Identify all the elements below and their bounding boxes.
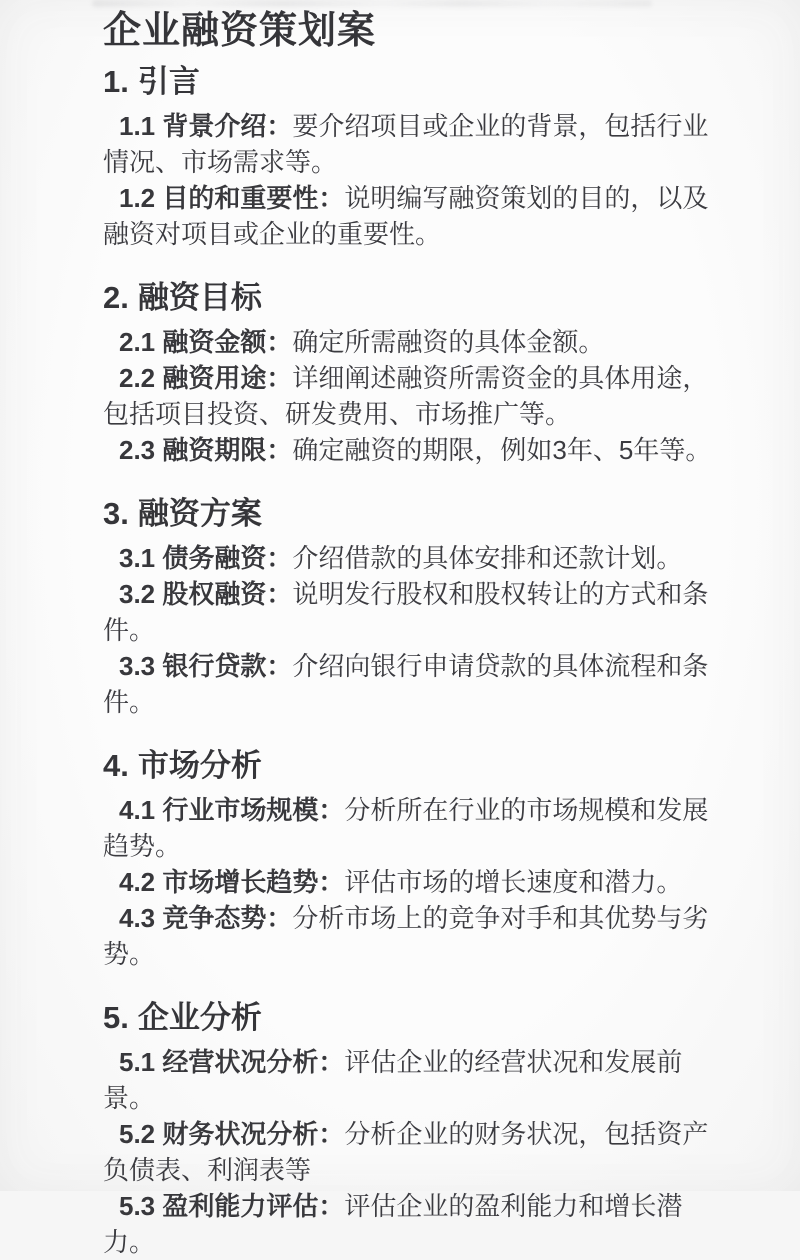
section-2-item-3 (103, 432, 734, 468)
section-3-number: 3. (103, 496, 129, 531)
item-description: 分析所在行业的市场规模和发展趋势。 (103, 795, 709, 861)
photo-artifact-top (92, 0, 652, 7)
item-description: 说明编写融资策划的目的，以及融资对项目或企业的重要性。 (103, 183, 709, 249)
section-5-item-2 (103, 1116, 734, 1188)
item-number: 5.2 (119, 1119, 156, 1149)
item-label-text: 财务状况分析： (162, 1119, 345, 1149)
item-number: 4.2 (119, 867, 156, 897)
section-1-introduction (103, 62, 734, 252)
item-label-text: 债务融资： (162, 543, 293, 573)
section-4-item-1 (103, 792, 734, 864)
item-description: 分析市场上的竞争对手和其优势与劣势。 (103, 903, 709, 969)
item-label-text: 市场增长趋势： (162, 867, 345, 897)
item-label (119, 183, 344, 213)
item-label-text: 目的和重要性： (162, 183, 345, 213)
item-label (119, 867, 344, 897)
item-label (119, 363, 292, 393)
item-number: 3.2 (119, 579, 156, 609)
section-5-heading (103, 998, 734, 1038)
item-number: 2.1 (119, 327, 156, 357)
section-2-number: 2. (103, 280, 129, 315)
section-2-title: 融资目标 (137, 280, 262, 315)
item-label-text: 融资金额： (162, 327, 293, 357)
item-number: 4.3 (119, 903, 156, 933)
item-label-text: 行业市场规模： (162, 795, 345, 825)
item-number: 2.3 (119, 435, 156, 465)
section-3-title: 融资方案 (137, 496, 262, 531)
item-number: 2.2 (119, 363, 156, 393)
item-label (119, 435, 292, 465)
item-label-text: 盈利能力评估： (162, 1191, 345, 1221)
section-2-item-1 (103, 324, 734, 360)
item-number: 3.3 (119, 651, 156, 681)
section-3-heading (103, 494, 734, 534)
document-title: 企业融资策划案 (103, 10, 377, 52)
item-description: 介绍借款的具体安排和还款计划。 (292, 543, 683, 573)
item-description: 详细阐述融资所需资金的具体用途，包括项目投资、研发费用、市场推广等。 (103, 363, 709, 429)
item-description: 介绍向银行申请贷款的具体流程和条件。 (103, 651, 709, 717)
section-5-number: 5. (103, 1000, 129, 1035)
section-1-item-2 (103, 180, 734, 252)
item-label (119, 651, 292, 681)
item-label-text: 融资用途： (162, 363, 293, 393)
item-description: 评估企业的经营状况和发展前景。 (103, 1047, 683, 1113)
section-4-number: 4. (103, 748, 129, 783)
section-2-item-2 (103, 360, 734, 432)
item-label-text: 竞争态势： (162, 903, 293, 933)
section-4-title: 市场分析 (137, 748, 262, 783)
item-label (119, 543, 292, 573)
item-label-text: 背景介绍： (162, 111, 293, 141)
section-5-item-3 (103, 1188, 734, 1260)
item-number: 5.3 (119, 1191, 156, 1221)
item-label-text: 融资期限： (162, 435, 293, 465)
section-4-item-3 (103, 900, 734, 972)
section-2-financing-goals (103, 278, 734, 468)
section-5-item-1 (103, 1044, 734, 1116)
item-label (119, 1047, 344, 1077)
item-label (119, 579, 292, 609)
section-3-item-1 (103, 540, 734, 576)
section-1-heading (103, 62, 734, 102)
section-3-item-3 (103, 648, 734, 720)
section-5-company-analysis (103, 998, 734, 1260)
item-label-text: 银行贷款： (162, 651, 293, 681)
item-label (119, 1119, 344, 1149)
item-number: 4.1 (119, 795, 156, 825)
item-description: 分析企业的财务状况，包括资产负债表、利润表等 (103, 1119, 709, 1185)
item-description: 要介绍项目或企业的背景，包括行业情况、市场需求等。 (103, 111, 709, 177)
item-label (119, 327, 292, 357)
item-label (119, 795, 344, 825)
item-number: 5.1 (119, 1047, 156, 1077)
section-3-item-2 (103, 576, 734, 648)
section-5-title: 企业分析 (137, 1000, 262, 1035)
item-label-text: 经营状况分析： (162, 1047, 345, 1077)
item-description: 评估市场的增长速度和潜力。 (344, 867, 683, 897)
section-1-item-1 (103, 108, 734, 180)
item-description: 评估企业的盈利能力和增长潜力。 (103, 1191, 683, 1257)
section-3-financing-plan (103, 494, 734, 720)
item-number: 1.2 (119, 183, 156, 213)
item-description: 说明发行股权和股权转让的方式和条件。 (103, 579, 709, 645)
section-2-heading (103, 278, 734, 318)
section-1-title: 引言 (137, 64, 200, 99)
item-label-text: 股权融资： (162, 579, 293, 609)
item-number: 1.1 (119, 111, 156, 141)
item-number: 3.1 (119, 543, 156, 573)
item-description: 确定融资的期限，例如3年、5年等。 (292, 435, 712, 465)
item-description: 确定所需融资的具体金额。 (292, 327, 605, 357)
section-4-market-analysis (103, 746, 734, 972)
section-4-heading (103, 746, 734, 786)
item-label (119, 1191, 344, 1221)
section-1-number: 1. (103, 64, 129, 99)
item-label (119, 111, 292, 141)
section-4-item-2 (103, 864, 734, 900)
item-label (119, 903, 292, 933)
